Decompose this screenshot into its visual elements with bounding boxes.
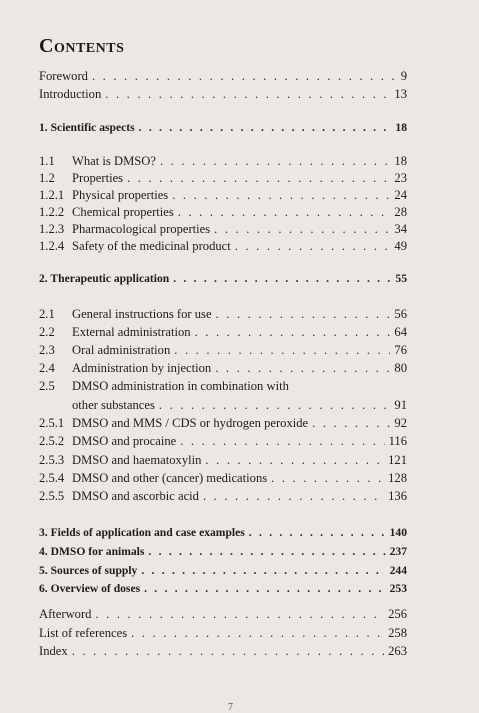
toc-chapter-6 — [39, 581, 407, 597]
toc-chapter-5 — [39, 563, 407, 579]
toc-entry-label: 4. DMSO for animals — [39, 545, 145, 558]
page-footer-number: 7 — [228, 702, 233, 713]
toc-leader-dots — [215, 360, 390, 376]
toc-leader-dots — [139, 120, 392, 136]
toc-leader-dots — [203, 488, 384, 504]
toc-section-number: 1.2.2 — [39, 205, 65, 219]
toc-leader-dots — [148, 544, 385, 560]
toc-page-number: 253 — [389, 582, 407, 595]
toc-entry-label: Pharmacological properties — [72, 222, 211, 236]
toc-page-number: 91 — [394, 398, 407, 412]
toc-page-number: 24 — [394, 188, 407, 202]
toc-entry-2-5-2 — [39, 433, 407, 449]
toc-leader-dots — [72, 643, 384, 659]
toc-page-number: 23 — [394, 171, 407, 185]
toc-page-number: 64 — [394, 325, 407, 339]
toc-entry-label: External administration — [72, 325, 191, 339]
toc-leader-dots — [141, 563, 385, 579]
toc-entry-label: Oral administration — [72, 343, 171, 357]
toc-leader-dots — [205, 452, 384, 468]
toc-entry-label: Foreword — [39, 69, 88, 83]
toc-entry-label: 3. Fields of application and case examples — [39, 526, 245, 539]
toc-section-number: 2.5.5 — [39, 489, 65, 503]
toc-entry-2-2 — [39, 324, 407, 340]
toc-chapter-1 — [39, 120, 407, 136]
toc-section-number: 1.2.4 — [39, 239, 65, 253]
toc-section-number: 1.2.3 — [39, 222, 65, 236]
toc-page-number: 128 — [388, 471, 407, 485]
toc-leader-dots — [195, 324, 391, 340]
toc-entry-label: DMSO administration in combination with — [72, 379, 289, 393]
toc-entry-index — [39, 643, 407, 659]
toc-entry-label: 6. Overview of doses — [39, 582, 141, 595]
toc-entry-label: other substances — [72, 398, 155, 412]
toc-entry-2-5-3 — [39, 452, 407, 468]
toc-entry-label: DMSO and MMS / CDS or hydrogen peroxide — [72, 416, 309, 430]
toc-entry-label: Safety of the medicinal product — [72, 239, 231, 253]
toc-section-number: 1.1 — [39, 154, 55, 168]
toc-entry-label: DMSO and haematoxylin — [72, 453, 202, 467]
toc-entry-label: Properties — [72, 171, 124, 185]
toc-entry-label: 1. Scientific aspects — [39, 121, 135, 134]
toc-entry-1-2-4 — [39, 238, 407, 254]
toc-entry-label: 2. Therapeutic application — [39, 272, 170, 285]
toc-entry-label: Physical properties — [72, 188, 169, 202]
toc-entry-label: DMSO and procaine — [72, 434, 177, 448]
toc-entry-label: General instructions for use — [72, 307, 212, 321]
toc-entry-1-2-1 — [39, 187, 407, 203]
toc-entry-label: Chemical properties — [72, 205, 174, 219]
toc-leader-dots — [174, 342, 390, 358]
toc-entry-label: Introduction — [39, 87, 102, 101]
toc-page-number: 49 — [394, 239, 407, 253]
toc-entry-label: 5. Sources of supply — [39, 564, 138, 577]
toc-page-number: 258 — [388, 626, 407, 640]
toc-page-number: 28 — [394, 205, 407, 219]
toc-leader-dots — [160, 153, 390, 169]
toc-leader-dots — [92, 68, 397, 84]
toc-leader-dots — [131, 625, 384, 641]
toc-chapter-3 — [39, 525, 407, 541]
toc-entry-2-5-5 — [39, 488, 407, 504]
toc-leader-dots — [180, 433, 384, 449]
toc-entry-2-4 — [39, 360, 407, 376]
toc-leader-dots — [144, 581, 386, 597]
toc-page-number: 237 — [389, 545, 407, 558]
toc-page-number: 80 — [394, 361, 407, 375]
toc-leader-dots — [312, 415, 390, 431]
toc-page-number: 13 — [394, 87, 407, 101]
toc-entry-label: Afterword — [39, 607, 92, 621]
toc-section-number: 2.1 — [39, 307, 55, 321]
toc-entry-1-2-3 — [39, 221, 407, 237]
toc-page-number: 263 — [388, 644, 407, 658]
toc-entry-foreword — [39, 68, 407, 84]
toc-page-number: 34 — [394, 222, 407, 236]
toc-entry-label: List of references — [39, 626, 128, 640]
toc-leader-dots — [216, 306, 391, 322]
toc-leader-dots — [159, 397, 391, 413]
toc-section-number: 2.5 — [39, 379, 55, 393]
toc-entry-label: DMSO and other (cancer) medications — [72, 471, 268, 485]
toc-section-number: 2.3 — [39, 343, 55, 357]
toc-section-number: 2.5.3 — [39, 453, 65, 467]
toc-section-number: 2.4 — [39, 361, 55, 375]
toc-leader-dots — [214, 221, 390, 237]
toc-entry-afterword — [39, 606, 407, 622]
toc-entry-2-5-continued — [39, 397, 407, 413]
toc-page-number: 92 — [394, 416, 407, 430]
toc-page-number: 116 — [388, 434, 407, 448]
toc-section-number: 2.2 — [39, 325, 55, 339]
toc-chapter-4 — [39, 544, 407, 560]
toc-entry-2-3 — [39, 342, 407, 358]
toc-leader-dots — [127, 170, 390, 186]
toc-entry-1-2-2 — [39, 204, 407, 220]
page-title: Contents — [39, 35, 125, 57]
toc-entry-label: What is DMSO? — [72, 154, 156, 168]
toc-section-number: 1.2.1 — [39, 188, 65, 202]
toc-leader-dots — [172, 187, 390, 203]
toc-page-number: 18 — [395, 121, 407, 134]
toc-entry-2-5 — [39, 378, 407, 394]
toc-page-number: 56 — [394, 307, 407, 321]
toc-page-number: 55 — [395, 272, 407, 285]
toc-entry-2-5-1 — [39, 415, 407, 431]
toc-entry-1-1 — [39, 153, 407, 169]
toc-entry-2-1 — [39, 306, 407, 322]
toc-page-number: 9 — [400, 69, 407, 83]
toc-section-number: 2.5.4 — [39, 471, 65, 485]
toc-leader-dots — [178, 204, 391, 220]
toc-entry-introduction — [39, 86, 407, 102]
toc-leader-dots — [105, 86, 390, 102]
toc-section-number: 2.5.2 — [39, 434, 65, 448]
toc-entry-list-of-references — [39, 625, 407, 641]
toc-leader-dots — [249, 525, 386, 541]
toc-leader-dots — [235, 238, 391, 254]
toc-leader-dots — [173, 271, 391, 287]
toc-page-number: 76 — [394, 343, 407, 357]
toc-entry-label: Index — [39, 644, 68, 658]
toc-page-number: 256 — [388, 607, 407, 621]
toc-leader-dots — [271, 470, 384, 486]
toc-page-number: 18 — [394, 154, 407, 168]
toc-page-number: 244 — [389, 564, 407, 577]
toc-entry-label: Administration by injection — [72, 361, 212, 375]
toc-section-number: 2.5.1 — [39, 416, 65, 430]
toc-entry-1-2 — [39, 170, 407, 186]
toc-entry-label: DMSO and ascorbic acid — [72, 489, 199, 503]
toc-page-number: 136 — [388, 489, 407, 503]
toc-page-number: 121 — [388, 453, 407, 467]
toc-page-number: 140 — [389, 526, 407, 539]
toc-section-number: 1.2 — [39, 171, 55, 185]
toc-leader-dots — [95, 606, 384, 622]
toc-chapter-2 — [39, 271, 407, 287]
toc-entry-2-5-4 — [39, 470, 407, 486]
